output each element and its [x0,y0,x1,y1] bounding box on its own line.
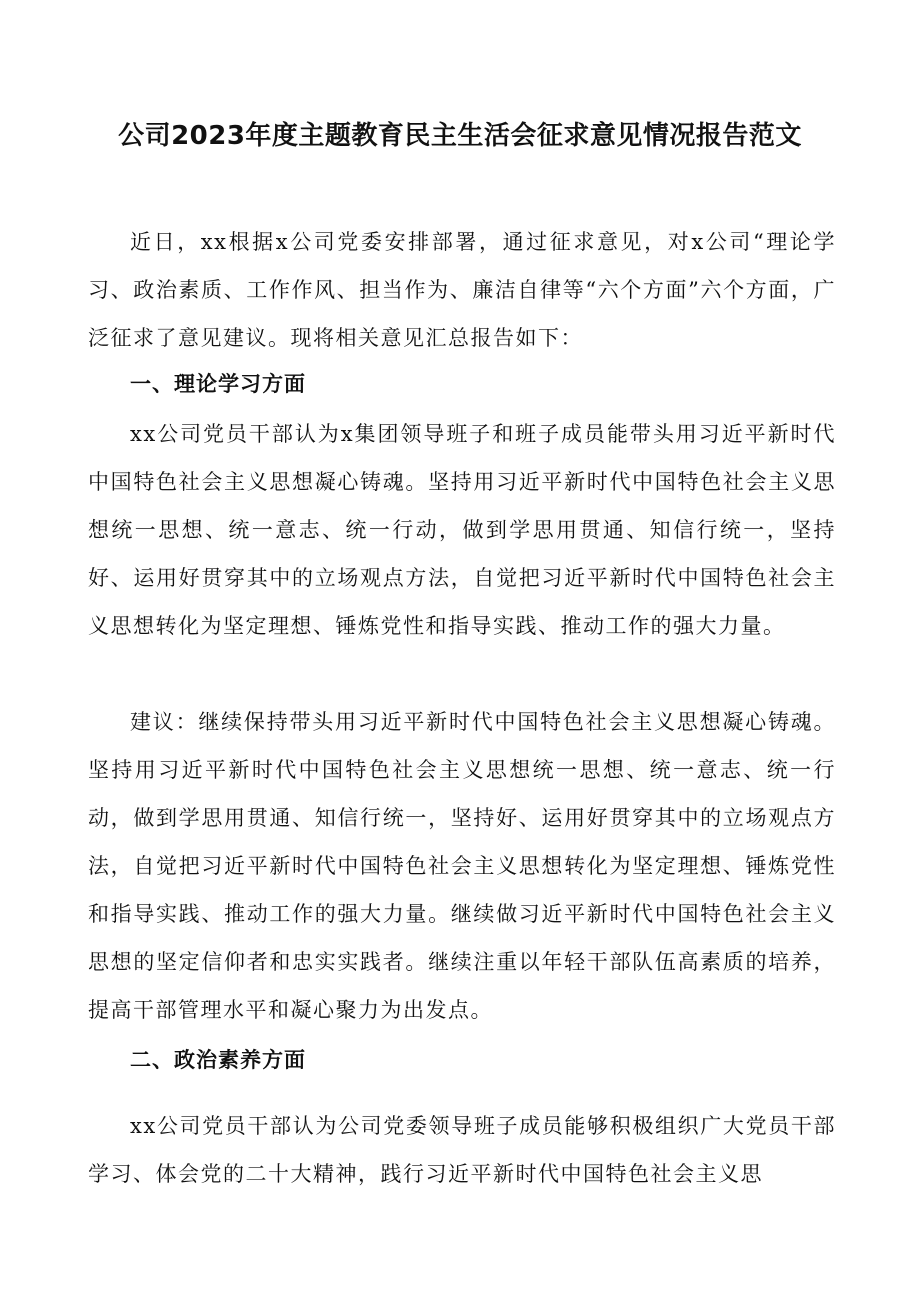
section-1-paragraph-2: 建议：继续保持带头用习近平新时代中国特色社会主义思想凝心铸魂。坚持用习近平新时代中国特色社会主义思想统一思想、统一意志、统一行动，做到学思用贯通、知信行统一，坚持好、运用好贯穿其中的立场观点方法，自觉把习近平新时代中国特色社会主义思想转化为坚定理想、锤炼党性和指导实践、推动工作的强大力量。继续做习近平新时代中国特色社会主义思想的坚定信仰者和忠实实践者。继续注重以年轻干部队伍高素质的培养，提高干部管理水平和凝心聚力为出发点。 [88,710,836,1022]
section-heading-political-quality: 二、政治素养方面 [130,1048,306,1072]
section-1-paragraph-1: xx公司党员干部认为x集团领导班子和班子成员能带头用习近平新时代中国特色社会主义思想凝心铸魂。坚持用习近平新时代中国特色社会主义思想统一思想、统一意志、统一行动，做到学思用贯通、知信行统一，坚持好、运用好贯穿其中的立场观点方法，自觉把习近平新时代中国特色社会主义思想转化为坚定理想、锤炼党性和指导实践、推动工作的强大力量。 [88,422,836,638]
section-heading-theory-study: 一、理论学习方面 [130,372,306,396]
document-title: 公司2023年度主题教育民主生活会征求意见情况报告范文 [118,121,802,151]
intro-paragraph: 近日，xx根据x公司党委安排部署，通过征求意见，对x公司“理论学习、政治素质、工作作风、担当作为、廉洁自律等“六个方面”六个方面，广泛征求了意见建议。现将相关意见汇总报告如下： [88,230,836,350]
section-2-paragraph-1: xx公司党员干部认为公司党委领导班子成员能够积极组织广大党员干部学习、体会党的二十大精神，践行习近平新时代中国特色社会主义思 [88,1114,836,1186]
